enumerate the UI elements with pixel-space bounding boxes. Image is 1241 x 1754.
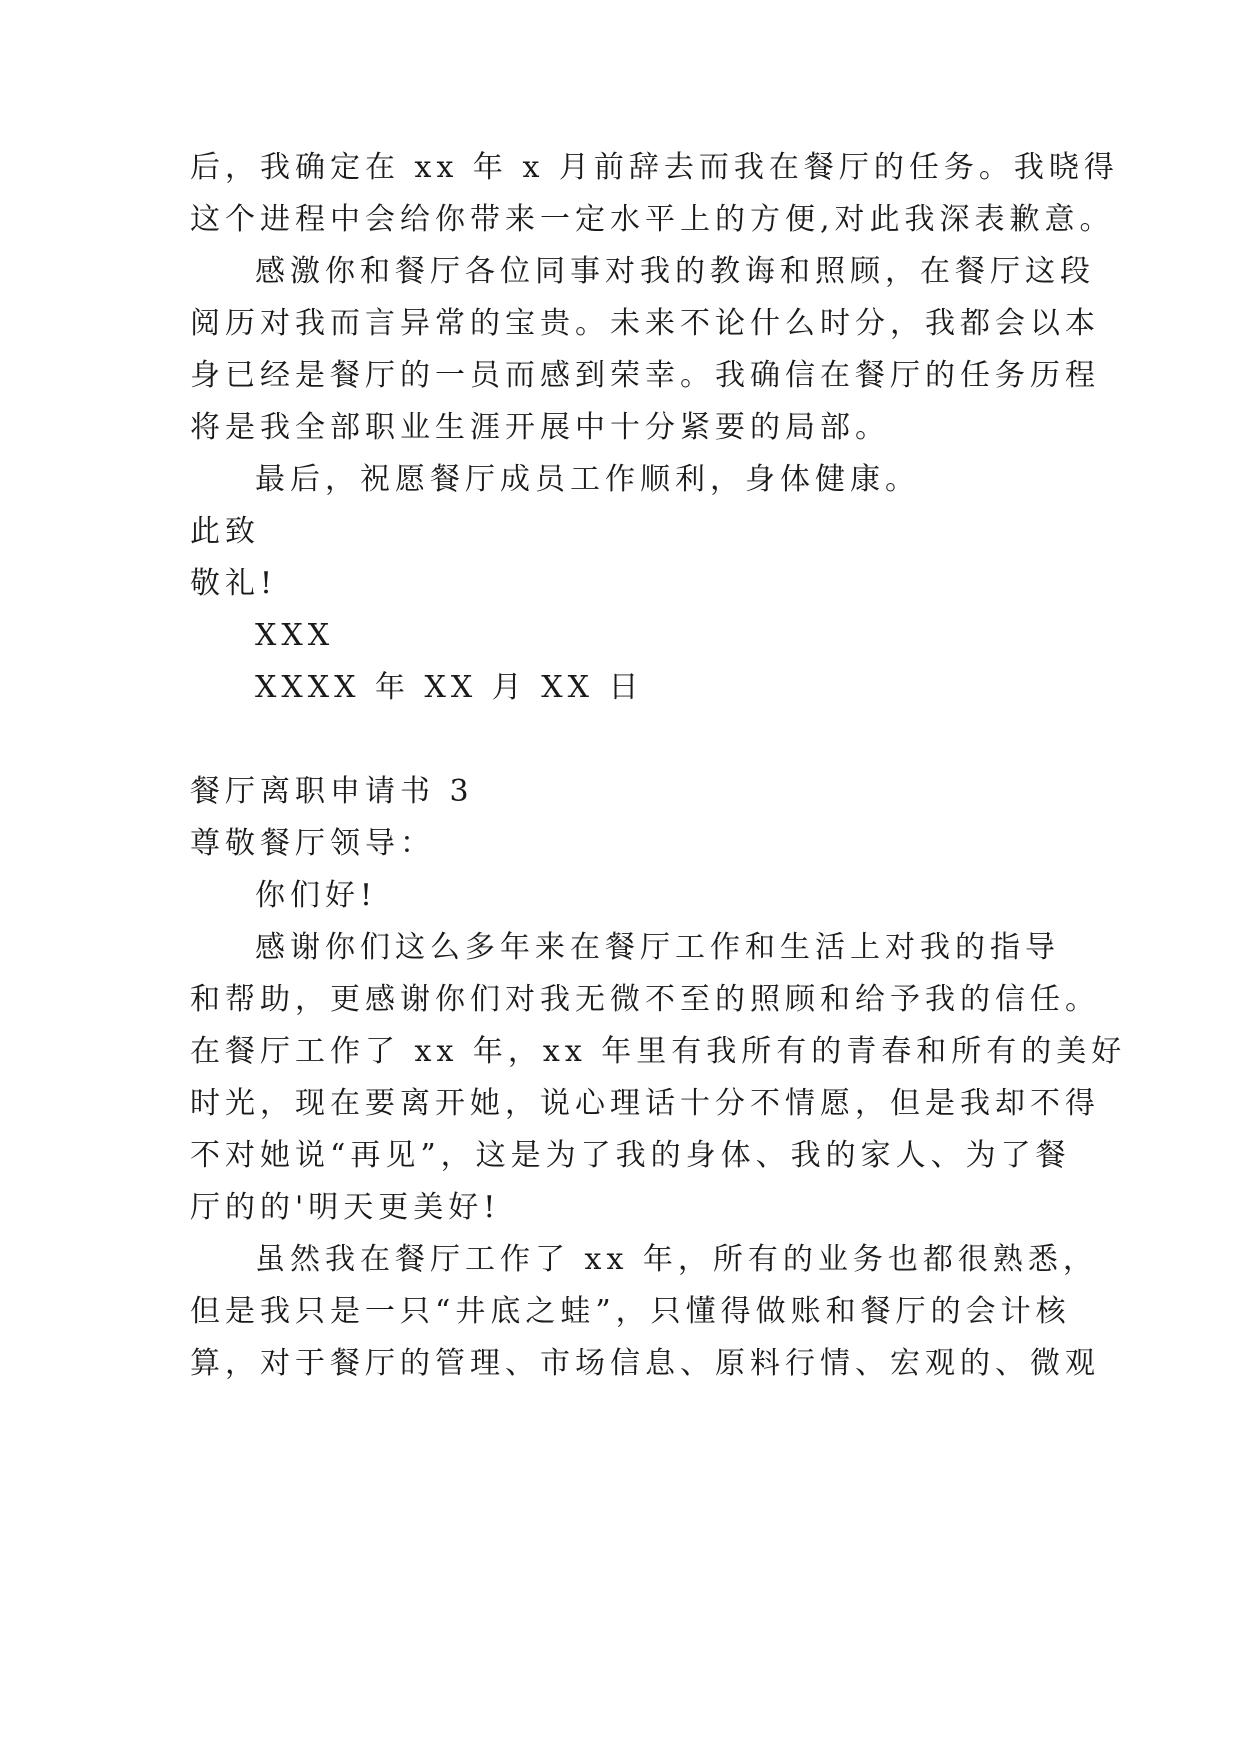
section-title: 餐厅离职申请书 3 (190, 774, 474, 809)
paragraph-line: 阅历对我而言异常的宝贵。未来不论什么时分，我都会以本 (190, 306, 1100, 341)
greeting-line: 你们好! (255, 878, 378, 913)
paragraph-line: 算，对于餐厅的管理、市场信息、原料行情、宏观的、微观 (190, 1346, 1100, 1381)
paragraph-line: 在餐厅工作了 xx 年，xx 年里有我所有的青春和所有的美好 (190, 1034, 1127, 1069)
closing-wish: 最后，祝愿餐厅成员工作顺利，身体健康。 (255, 462, 920, 497)
signature-date: XXXX 年 XX 月 XX 日 (255, 670, 644, 705)
paragraph-line: 和帮助，更感谢你们对我无微不至的照顾和给予我的信任。 (190, 982, 1100, 1017)
letter-salutation: 尊敬餐厅领导： (190, 826, 435, 861)
paragraph-line: 感谢你们这么多年来在餐厅工作和生活上对我的指导 (255, 930, 1060, 965)
paragraph-line: 将是我全部职业生涯开展中十分紧要的局部。 (190, 410, 890, 445)
closing-salutation: 此致 (190, 514, 260, 549)
paragraph-line: 厅的的'明天更美好! (190, 1190, 501, 1225)
paragraph-line: 虽然我在餐厅工作了 xx 年，所有的业务也都很熟悉， (255, 1242, 1098, 1277)
signature-name: XXX (255, 618, 335, 653)
paragraph-line: 身已经是餐厅的一员而感到荣幸。我确信在餐厅的任务历程 (190, 358, 1100, 393)
paragraph-line: 后，我确定在 xx 年 x 月前辞去而我在餐厅的任务。我晓得 (190, 150, 1119, 185)
paragraph-line: 这个进程中会给你带来一定水平上的方便,对此我深表歉意。 (190, 202, 1115, 237)
paragraph-line: 感激你和餐厅各位同事对我的教诲和照顾，在餐厅这段 (255, 254, 1095, 289)
paragraph-line: 时光，现在要离开她，说心理话十分不情愿，但是我却不得 (190, 1086, 1100, 1121)
paragraph-line: 但是我只是一只“井底之蛙”，只懂得做账和餐厅的会计核 (190, 1294, 1071, 1329)
paragraph-line: 不对她说“再见”，这是为了我的身体、我的家人、为了餐 (190, 1138, 1071, 1173)
closing-regards: 敬礼! (190, 566, 278, 601)
